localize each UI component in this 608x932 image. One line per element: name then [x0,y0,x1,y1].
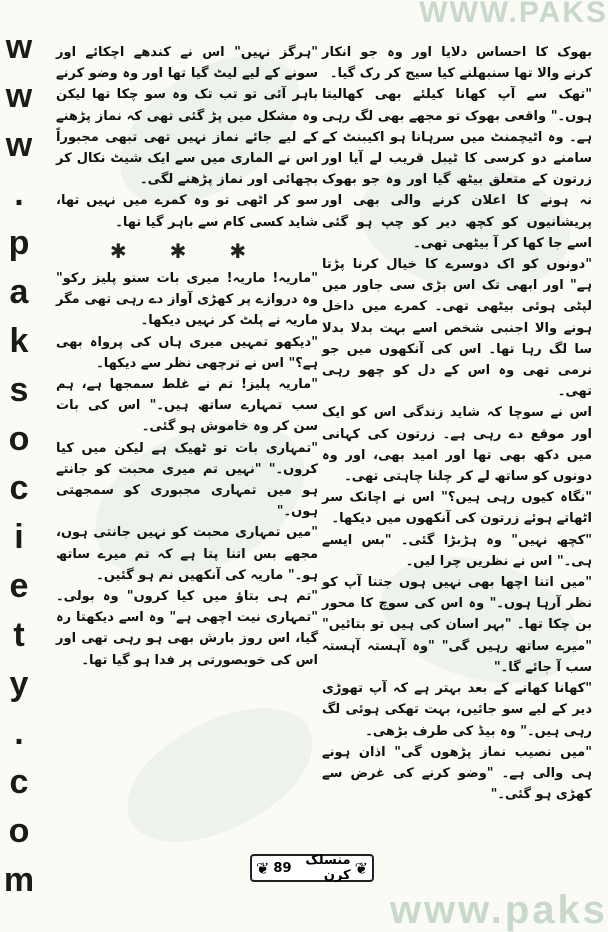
paragraph: "نگاہ کیوں رہی ہیں؟" اس نے اچانک سر اٹھاتے ہوئے زرتون کی آنکھوں میں دیکھا۔ [322,490,592,527]
side-url-char: w [5,28,33,66]
side-url-char: k [9,322,29,360]
side-url-char: p [8,224,30,262]
paragraph: "تمہاری بات تو ٹھیک ہے لیکن میں کیا کروں۔" "نہیں تم میری محبت کو جانتے ہو میں تمہاری مجبوری کو سمجھتی ہوں۔" [56,440,318,520]
paragraph: اس نے سوچا کہ شاید زندگی اس کو ایک اور موقع دے رہی ہے۔ زرتون کی کہانی میں دکھ بھی تھا اور امید بھی، اور وہ دونوں کو ساتھ لے کر چلنا چاہتی تھی۔ [322,405,592,485]
paragraph: سو کر اٹھی تو وہ کمرے میں نہیں تھا، شاید کسی کام سے باہر گیا تھا۔ [56,193,318,230]
paragraph: "ماریہ پلیز! تم نے غلط سمجھا ہے، ہم سب تمہارے ساتھ ہیں۔" اس کی بات سن کر وہ خاموش ہو گئی۔ [56,377,318,435]
side-url-char: a [9,273,29,311]
side-url-char: . [14,714,24,752]
side-url-char: y [9,665,29,703]
side-url-char: o [8,420,30,458]
paragraph: "ہرگز نہیں" اس نے کندھے اچکائے اور سونے کے لیے لیٹ گیا تھا اور وہ وضو کرنے باہر آئی تو تب تک وہ سو چکا تھا لیکن وہ مشکل میں پڑ گئی تھی کہ نماز پڑھنے کے لیے جائے نماز نہیں تھی تبھی مجبوراً اس نے الماری میں سے ایک شیٹ نکال کر بچھائی اور نماز پڑھنے لگی۔ [56,45,318,188]
paragraph: "کھانا کھانے کے بعد بہتر ہے کہ آپ تھوڑی دیر کے لیے سو جائیں، بہت تھکی ہوئی لگ رہی ہیں۔" وہ بیڈ کی طرف بڑھی۔ [322,681,592,739]
paragraph: "تم ہی بتاؤ میں کیا کروں" وہ بولی۔ "تمہاری نیت اچھی ہے" وہ اسے دیکھتا رہ گیا، اس روز بارش بھی ہو رہی تھی اور اس کی خوبصورتی پر فدا ہو گیا تھا۔ [56,589,318,668]
side-url-char: w [5,77,33,115]
background-leaf-decoration [107,689,333,861]
side-url-char: w [5,126,33,164]
side-url-char: e [9,567,29,605]
paragraph: "میں اتنا اچھا بھی نہیں ہوں جتنا آپ کو نظر آرہا ہوں۔" وہ اس کی سوچ کا محور بن چکا تھا۔ "بہر اسان کی ہیں تو بتائیں" "میرے ساتھ رہیں گی" "وہ آہستہ آہستہ سب آ جائے گا۔" [322,575,592,675]
paragraph: "تھک سے آپ کھانا کیلئے بھی کھالیتا ہوں۔" واقعی بھوک تو مجھے بھی لگ رہی ہے۔ وہ اٹیچمنٹ میں سرہانا ہو اکیبنٹ کے سامنے دو کرسی کا ٹیبل قریب لے آیا اور زرتون کے متعلق بیٹھ گیا اور وہ جو بھوک نہ ہونے کا اعلان کرنے والی بھی اور پریشانیوں کو کچھ دیر کو چپ ہو گئی اسے جا کھا کر آ بیٹھی تھی۔ [322,87,592,251]
watermark-top: WWW.PAKS [419,0,608,29]
side-url-char: c [9,763,29,801]
watermark-bottom: www.paks [389,888,608,932]
magazine-name: منسلک کرن [305,853,351,883]
section-separator: ✱ ✱ ✱ [109,238,265,263]
ornament-icon: ❦ [354,858,368,878]
page-footer [250,854,374,882]
paragraph: بھوک کا احساس دلایا اور وہ جو انکار کرنے والا تھا سنبھلنے کیا سیج کر رک گیا۔ [322,45,592,82]
page-number: 89 [273,860,292,876]
paragraph: "میں نصیب نماز پڑھوں گی" اذان ہونے ہی والی ہے۔ "وضو کرنے کی غرض سے کھڑی ہو گئی۔" [322,744,592,803]
paragraph: "میں تمہاری محبت کو نہیں جانتی ہوں، مجھے بس اتنا پتا ہے کہ تم میرے ساتھ ہو۔" ماریہ کی آنکھیں نم ہو گئیں۔ [56,525,318,583]
ornament-icon: ❦ [256,858,270,878]
side-url-char: t [13,616,25,654]
right-text-column [322,42,592,805]
paragraph: "کچھ نہیں" وہ ہڑبڑا گئی۔ "بس ایسے ہی۔" اس نے نظریں چرا لیں۔ [322,532,592,569]
left-text-column [56,42,318,671]
side-url-strip [0,30,38,920]
side-url-char: c [9,469,29,507]
paragraph: "ماریہ! ماریہ! میری بات سنو پلیز رکو" وہ دروازے پر کھڑی آواز دے رہی تھی مگر ماریہ نے پلٹ کر نہیں دیکھا۔ [56,271,318,329]
side-url-char: s [9,371,29,409]
side-url-char: . [14,175,24,213]
side-url-char: m [3,861,35,899]
side-url-char: i [14,518,24,556]
side-url-char: o [8,812,30,850]
paragraph: "دیکھو تمہیں میری ہاں کی پرواہ بھی ہے؟" اس نے ترچھی نظر سے دیکھا۔ [56,334,318,371]
paragraph: "دونوں کو اک دوسرے کا خیال کرنا پڑتا ہے" اور ابھی تک اس بڑی سی جاور میں لپٹی ہوئی بیٹھی تھی۔ کمرے میں داخل ہونے والا اجنبی شخص اسے بہت بدلا بدلا سا لگ رہا تھا۔ اس کی آنکھوں میں جو نرمی تھی وہ اس کے دل کو چھو رہی تھی۔ [322,257,592,400]
